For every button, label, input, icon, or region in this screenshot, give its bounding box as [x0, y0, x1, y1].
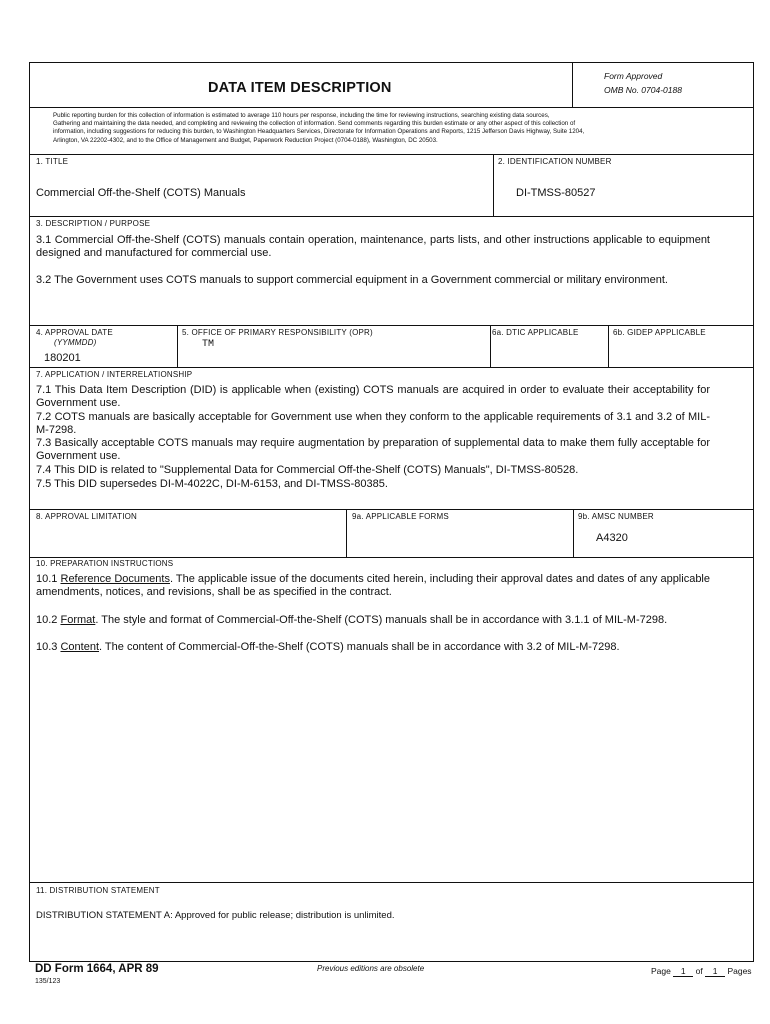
form-title: DATA ITEM DESCRIPTION [208, 80, 392, 96]
description-label: 3. DESCRIPTION / PURPOSE [36, 219, 151, 228]
approval-date-value: 180201 [44, 352, 81, 364]
title-value: Commercial Off-the-Shelf (COTS) Manuals [36, 187, 246, 199]
description-rule [30, 325, 753, 326]
application-para-3: 7.3 Basically acceptable COTS manuals may require augmentation by preparation of supplemental data to make them fully acceptable for Government use. [36, 437, 710, 462]
application-label: 7. APPLICATION / INTERRELATIONSHIP [36, 370, 193, 379]
forms-amsc-divider [573, 509, 574, 557]
dtic-gidep-divider [608, 325, 609, 367]
distribution-value: DISTRIBUTION STATEMENT A: Approved for public release; distribution is unlimited. [36, 910, 395, 921]
description-para-2: 3.2 The Government uses COTS manuals to support commercial equipment in a Government commercial or military environment. [36, 274, 668, 286]
prep-2-heading: Format [60, 614, 96, 626]
page-total: 1 [705, 967, 725, 977]
id-label: 2. IDENTIFICATION NUMBER [498, 157, 612, 166]
page-count [651, 966, 752, 977]
burden-line: Gathering and maintaining the data needed, and completing and reviewing the collection of information. Send comments regarding this burden estimate or any other aspect of this collection of [53, 120, 576, 128]
pages-word: Pages [727, 966, 752, 976]
limitation-forms-divider [346, 509, 347, 557]
id-value: DI-TMSS-80527 [516, 187, 596, 199]
header-divider [572, 63, 573, 107]
distribution-label: 11. DISTRIBUTION STATEMENT [36, 886, 160, 895]
burden-rule [30, 154, 753, 155]
dtic-label: 6a. DTIC APPLICABLE [492, 328, 579, 337]
form-identifier: DD Form 1664, APR 89 [35, 963, 159, 975]
preparation-rule [30, 882, 753, 883]
form-code: 135/123 [35, 978, 61, 985]
form-approved-text: Form Approved [604, 71, 663, 81]
gidep-label: 6b. GIDEP APPLICABLE [613, 328, 706, 337]
amsc-label: 9b. AMSC NUMBER [578, 512, 654, 521]
application-para-4: 7.4 This DID is related to "Supplemental Data for Commercial Off-the-Shelf (COTS) Manuals", DI-TMSS-80528. [36, 464, 579, 476]
data-item-description-form [29, 62, 754, 962]
prep-3-heading: Content [60, 641, 100, 653]
limitation-rule [30, 557, 753, 558]
description-para-1: 3.1 Commercial Off-the-Shelf (COTS) manuals contain operation, maintenance, parts lists, and other instructions applicable to equipment designed and manufactured for commercial use. [36, 234, 710, 259]
approval-limitation-label: 8. APPROVAL LIMITATION [36, 512, 138, 521]
prep-1-heading: Reference Documents [60, 573, 170, 585]
title-label: 1. TITLE [36, 157, 69, 166]
header-rule [30, 107, 753, 108]
burden-line: Arlington, VA 22202-4302, and to the Office of Management and Budget, Paperwork Reduction Project (0704-0188), Washington, DC 20503. [53, 136, 438, 144]
approval-rule [30, 367, 753, 368]
preparation-para-3 [36, 641, 736, 654]
approval-date-label: 4. APPROVAL DATE [36, 328, 113, 337]
prep-2-number: 10.2 [36, 614, 58, 626]
title-rule [30, 216, 753, 217]
prep-1-number: 10.1 [36, 573, 58, 585]
opr-value: TM [202, 339, 215, 350]
burden-line: information, including suggestions for reducing this burden, to Washington Headquarters Services, Directorate for Information Operations and Reports, 1215 Jefferson Davis Highway, Suite 1204, [53, 128, 585, 136]
opr-label: 5. OFFICE OF PRIMARY RESPONSIBILITY (OPR) [182, 328, 373, 337]
application-rule [30, 509, 753, 510]
obsolete-note: Previous editions are obsolete [317, 964, 425, 973]
amsc-value: A4320 [596, 532, 628, 544]
application-para-2: 7.2 COTS manuals are basically acceptable for Government use when they conform to the applicable requirements of 3.1 and 3.2 of MIL-M-7298. [36, 411, 710, 436]
prep-2-text: . The style and format of Commercial-Off-the-Shelf (COTS) manuals shall be in accordance with 3.1.1 of MIL-M-7298. [95, 614, 668, 626]
application-para-1: 7.1 This Data Item Description (DID) is applicable when (existing) COTS manuals are acquired in order to evaluate their acceptability for Government use. [36, 384, 710, 409]
page-number: 1 [673, 967, 693, 977]
prep-3-number: 10.3 [36, 641, 58, 653]
approval-opr-divider [177, 325, 178, 367]
preparation-para-1 [36, 573, 710, 599]
page-word: Page [651, 966, 671, 976]
prep-1-text: . The applicable issue of the documents cited herein, including their approval dates and dates of any applicable amendments, notices, and revisions, shall be as specified in the contract. [36, 573, 710, 598]
application-para-5: 7.5 This DID supersedes DI-M-4022C, DI-M-6153, and DI-TMSS-80385. [36, 478, 388, 490]
burden-statement [53, 112, 753, 145]
applicable-forms-label: 9a. APPLICABLE FORMS [352, 512, 449, 521]
preparation-para-2 [36, 614, 736, 627]
approval-date-sublabel: (YYMMDD) [54, 338, 97, 347]
burden-line: Public reporting burden for this collection of information is estimated to average 110 hours per response, including the time for reviewing instructions, searching existing data sources, [53, 112, 550, 119]
preparation-label: 10. PREPARATION INSTRUCTIONS [36, 559, 174, 568]
opr-dtic-divider [490, 325, 491, 367]
prep-3-text: . The content of Commercial-Off-the-Shelf (COTS) manuals shall be in accordance with 3.2 of MIL-M-7298. [99, 641, 620, 653]
title-id-divider [493, 154, 494, 216]
omb-number: OMB No. 0704-0188 [604, 85, 682, 95]
of-word: of [695, 966, 703, 976]
